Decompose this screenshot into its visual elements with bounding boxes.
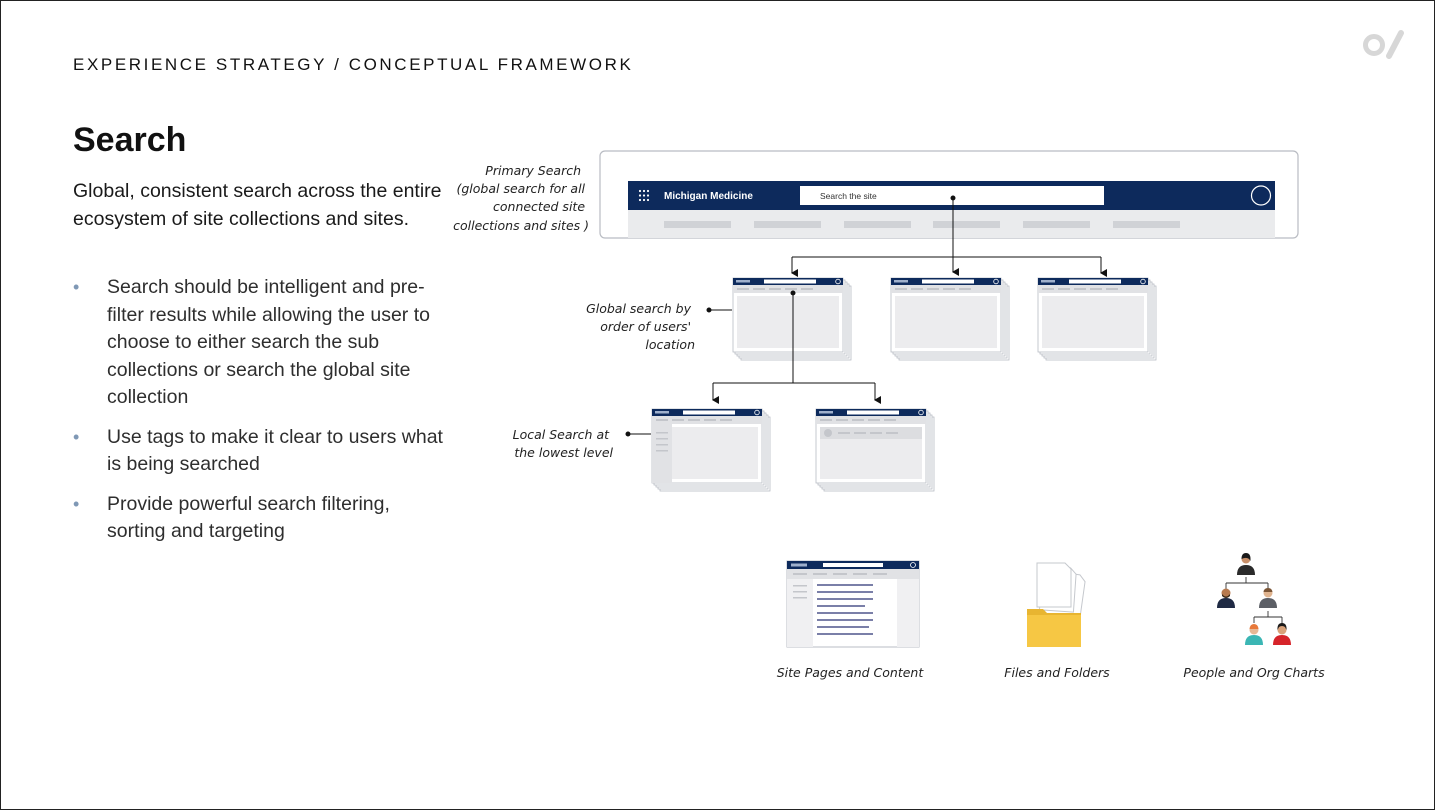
- content-type-label: Files and Folders: [1004, 665, 1110, 680]
- local-site-window-stack-2: [816, 409, 934, 491]
- grid-menu-icon[interactable]: [639, 190, 649, 201]
- local-site-window-stack-1: [652, 409, 770, 491]
- site-collection-window-stack-3: [1038, 278, 1156, 360]
- global-search-pointer: [707, 308, 732, 312]
- bullet-text: Search should be intelligent and pre-filter results while allowing the user to choose to either search the sub collections or search the global site collection: [107, 276, 430, 408]
- section-eyebrow: EXPERIENCE STRATEGY / CONCEPTUAL FRAMEWORK: [73, 55, 634, 74]
- bullet-dot-icon: •: [73, 277, 80, 297]
- global-search-note: Global search by order of users' location: [586, 301, 695, 352]
- bullet-dot-icon: •: [73, 493, 80, 514]
- bullet-dot-icon: •: [73, 426, 80, 447]
- site-collection-window-stack-2: [891, 278, 1009, 360]
- bullet-text: Provide powerful search filtering, sorting and targeting: [107, 492, 390, 542]
- site-page-thumbnail: [787, 561, 919, 647]
- content-type-label: Site Pages and Content: [776, 665, 924, 680]
- search-placeholder: Search the site: [820, 191, 877, 201]
- search-hierarchy-diagram: [1, 1, 1435, 810]
- org-chart-icon: [1217, 553, 1291, 645]
- site-collection-window-stack-1: [733, 278, 851, 360]
- folder-icon: [1027, 563, 1086, 647]
- local-search-note: Local Search at the lowest level: [512, 427, 613, 460]
- site-brand-name: Michigan Medicine: [664, 191, 753, 202]
- bullet-text: Use tags to make it clear to users what is being searched: [107, 425, 443, 475]
- lead-paragraph: Global, consistent search across the entire ecosystem of site collections and sites.: [73, 180, 442, 230]
- primary-search-note: Primary Search (global search for all connected site collections and sites ): [453, 163, 589, 233]
- content-type-label: People and Org Charts: [1183, 665, 1325, 680]
- primary-search-frame: [600, 151, 1298, 238]
- local-search-pointer: [626, 432, 651, 436]
- page-title: Search: [73, 121, 187, 159]
